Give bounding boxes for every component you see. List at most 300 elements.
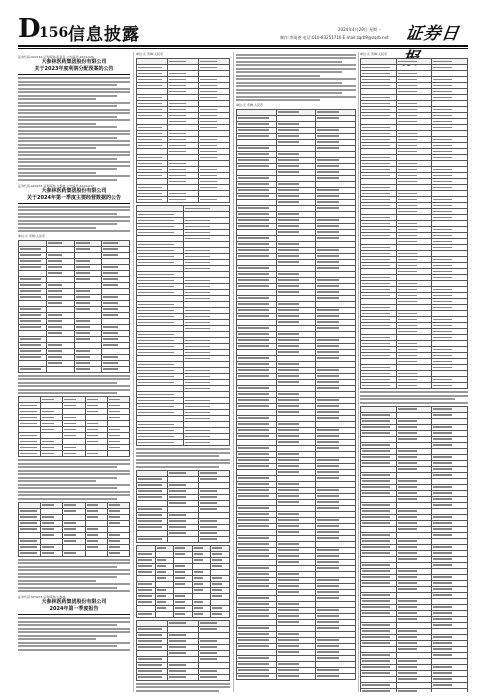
text-line <box>18 487 117 489</box>
cell-text <box>317 387 338 389</box>
cell-text <box>433 576 452 578</box>
cell-text <box>138 262 174 264</box>
cell-text <box>362 480 390 482</box>
text-line <box>18 389 130 391</box>
cell-text <box>317 285 338 287</box>
text-line <box>18 151 130 153</box>
cell-text <box>138 376 174 378</box>
cell-text <box>238 153 269 155</box>
text-line <box>18 617 130 619</box>
cell-text <box>200 157 217 159</box>
cell-text <box>398 642 417 644</box>
cell-text <box>362 103 390 105</box>
cell-text <box>362 175 390 177</box>
cell-text <box>212 583 222 585</box>
cell-text <box>278 345 299 347</box>
cell-text <box>317 417 338 419</box>
table-cell <box>199 674 230 680</box>
cell-text <box>200 151 217 153</box>
cell-text <box>278 579 299 581</box>
cell-text <box>317 669 338 671</box>
text-line <box>18 168 117 170</box>
cell-text <box>433 534 452 536</box>
cell-text <box>87 411 99 413</box>
cell-text <box>278 273 299 275</box>
cell-text <box>212 565 222 567</box>
text-line <box>360 391 468 393</box>
cell-text <box>398 528 417 530</box>
cell-text <box>433 67 452 69</box>
text-line <box>236 61 342 63</box>
cell-text <box>398 343 417 345</box>
cell-text <box>169 664 186 666</box>
cell-text <box>362 67 390 69</box>
article-code-line: 证券代码:603233 证券简称:大参林 <box>18 595 66 599</box>
cell-text <box>238 645 269 647</box>
cell-text <box>175 583 185 585</box>
cell-text <box>278 513 299 515</box>
cell-text <box>138 442 174 444</box>
cell-text <box>109 411 121 413</box>
cell-text <box>238 369 269 371</box>
cell-text <box>278 225 299 227</box>
cell-text <box>317 261 338 263</box>
cell-text <box>185 256 210 258</box>
cell-text <box>433 307 452 309</box>
cell-text <box>278 195 299 197</box>
table-cell <box>85 550 107 556</box>
cell-text <box>317 405 338 407</box>
cell-text <box>185 442 210 444</box>
cell-text <box>103 308 118 310</box>
table-cell <box>102 366 130 372</box>
cell-text <box>278 363 299 365</box>
cell-text <box>317 321 338 323</box>
text-line <box>18 144 130 146</box>
cell-text <box>398 606 417 608</box>
cell-text <box>398 145 417 147</box>
cell-text <box>20 314 41 316</box>
cell-text <box>200 109 217 111</box>
cell-text <box>48 242 63 244</box>
cell-text <box>398 420 417 422</box>
cell-text <box>87 528 99 530</box>
cell-text <box>362 600 390 602</box>
cell-text <box>238 465 269 467</box>
cell-text <box>362 385 390 387</box>
table-cell <box>361 383 397 389</box>
cell-text <box>185 370 210 372</box>
cell-text <box>362 295 390 297</box>
cell-text <box>398 115 417 117</box>
cell-text <box>362 522 390 524</box>
text-line <box>18 559 130 561</box>
text-line <box>236 64 356 66</box>
table-row <box>137 611 230 617</box>
article-rule <box>18 614 130 615</box>
cell-text <box>278 399 299 401</box>
cell-text <box>238 459 269 461</box>
cell-text <box>109 417 121 419</box>
table-cell <box>19 451 41 457</box>
cell-text <box>20 290 41 292</box>
cell-text <box>138 304 174 306</box>
table-grid <box>18 240 130 373</box>
table-cell <box>63 550 85 556</box>
cell-text <box>362 606 390 608</box>
cell-text <box>317 639 338 641</box>
cell-text <box>362 624 390 626</box>
text-line <box>18 631 130 633</box>
cell-text <box>169 133 186 135</box>
cell-text <box>76 260 91 262</box>
cell-text <box>200 658 217 660</box>
cell-text <box>20 417 37 419</box>
cell-text <box>278 519 299 521</box>
cell-text <box>433 235 452 237</box>
table-row <box>237 673 356 679</box>
table-grid <box>136 205 230 446</box>
cell-text <box>317 525 338 527</box>
cell-text <box>398 486 417 488</box>
cell-text <box>362 420 390 422</box>
cell-text <box>109 540 121 542</box>
cell-text <box>362 570 390 572</box>
cell-text <box>76 362 91 364</box>
cell-text <box>362 133 390 135</box>
cell-text <box>238 375 269 377</box>
cell-text <box>278 243 299 245</box>
cell-text <box>42 411 54 413</box>
cell-text <box>398 438 417 440</box>
table-cell <box>137 611 156 617</box>
cell-text <box>175 547 185 549</box>
cell-text <box>317 531 338 533</box>
cell-text <box>278 501 299 503</box>
cell-text <box>138 676 162 678</box>
table-grid <box>136 470 230 543</box>
cell-text <box>278 231 299 233</box>
cell-text <box>278 423 299 425</box>
cell-text <box>20 344 41 346</box>
cell-text <box>398 253 417 255</box>
cell-text <box>433 528 452 530</box>
cell-text <box>362 690 390 692</box>
cell-text <box>138 169 162 171</box>
cell-text <box>433 211 452 213</box>
cell-text <box>169 484 186 486</box>
article-code-line: 证券代码:603233 证券简称:大参林 公告编号:2024-037 <box>18 183 94 188</box>
cell-text <box>64 504 76 506</box>
data-table <box>360 58 468 389</box>
cell-text <box>317 351 338 353</box>
cell-text <box>169 139 186 141</box>
cell-text <box>169 472 186 474</box>
text-line <box>360 398 455 400</box>
cell-text <box>278 189 299 191</box>
cell-text <box>238 339 269 341</box>
cell-text <box>185 322 210 324</box>
cell-text <box>398 91 417 93</box>
cell-text <box>200 622 217 624</box>
cell-text <box>109 399 121 401</box>
cell-text <box>278 219 299 221</box>
cell-text <box>185 250 210 252</box>
cell-text <box>200 652 217 654</box>
article-header <box>18 595 130 615</box>
editor-contact: 制作:李琦尧 电话:010-83251716 E-mail:zqrb9@zqrb.net <box>280 35 389 40</box>
cell-text <box>398 690 417 692</box>
cell-text <box>398 61 417 63</box>
cell-text <box>87 441 99 443</box>
table-cell <box>211 611 230 617</box>
cell-text <box>238 567 269 569</box>
cell-text <box>398 229 417 231</box>
cell-text <box>169 514 186 516</box>
cell-text <box>278 315 299 317</box>
cell-text <box>20 368 41 370</box>
table-cell <box>41 451 63 457</box>
cell-text <box>238 159 269 161</box>
cell-text <box>362 444 390 446</box>
cell-text <box>157 559 167 561</box>
cell-text <box>433 331 452 333</box>
data-table <box>136 545 230 618</box>
cell-text <box>278 321 299 323</box>
text-line <box>18 230 130 232</box>
table-row <box>137 440 230 446</box>
article-body <box>18 459 130 500</box>
cell-text <box>194 583 204 585</box>
cell-text <box>398 319 417 321</box>
cell-text <box>169 634 186 636</box>
cell-text <box>200 646 217 648</box>
cell-text <box>169 490 186 492</box>
cell-text <box>200 67 217 69</box>
cell-text <box>48 344 63 346</box>
cell-text <box>169 532 186 534</box>
cell-text <box>238 405 269 407</box>
cell-text <box>20 254 41 256</box>
cell-text <box>362 325 390 327</box>
cell-text <box>20 552 37 554</box>
text-line <box>18 81 130 83</box>
cell-text <box>362 540 390 542</box>
cell-text <box>433 522 452 524</box>
cell-text <box>317 597 338 599</box>
cell-text <box>138 601 152 603</box>
text-line <box>236 57 356 59</box>
data-table <box>136 470 230 543</box>
cell-text <box>238 615 269 617</box>
cell-text <box>194 577 204 579</box>
cell-text <box>169 652 186 654</box>
cell-text <box>200 85 217 87</box>
cell-text <box>109 546 121 548</box>
cell-text <box>87 540 99 542</box>
cell-text <box>20 528 37 530</box>
cell-text <box>278 285 299 287</box>
cell-text <box>138 553 152 555</box>
table-row <box>19 451 130 457</box>
cell-text <box>398 265 417 267</box>
cell-text <box>398 379 417 381</box>
text-line <box>18 480 96 482</box>
cell-text <box>212 553 222 555</box>
cell-text <box>109 405 121 407</box>
cell-text <box>278 309 299 311</box>
cell-text <box>433 408 452 410</box>
cell-text <box>317 627 338 629</box>
text-line <box>136 466 219 468</box>
table-row <box>137 674 230 680</box>
text-line <box>18 378 130 380</box>
cell-text <box>398 588 417 590</box>
cell-text <box>87 435 99 437</box>
cell-text <box>48 302 63 304</box>
cell-text <box>138 565 152 567</box>
cell-text <box>433 672 452 674</box>
article-body <box>18 559 130 593</box>
cell-text <box>433 277 452 279</box>
cell-text <box>185 376 210 378</box>
cell-text <box>278 303 299 305</box>
cell-text <box>185 406 210 408</box>
article-rule <box>18 74 130 75</box>
cell-text <box>64 534 76 536</box>
cell-text <box>76 296 91 298</box>
cell-text <box>362 414 390 416</box>
cell-text <box>48 326 63 328</box>
text-line <box>18 165 130 167</box>
table-cell <box>137 197 168 203</box>
cell-text <box>433 648 452 650</box>
cell-text <box>362 456 390 458</box>
cell-text <box>185 220 210 222</box>
cell-text <box>317 381 338 383</box>
cell-text <box>433 337 452 339</box>
cell-text <box>212 577 222 579</box>
cell-text <box>238 189 269 191</box>
cell-text <box>433 247 452 249</box>
cell-text <box>42 516 54 518</box>
cell-text <box>169 199 186 201</box>
cell-text <box>398 558 417 560</box>
cell-text <box>185 232 210 234</box>
cell-text <box>169 676 186 678</box>
cell-text <box>20 284 41 286</box>
cell-text <box>317 111 338 113</box>
cell-text <box>362 564 390 566</box>
cell-text <box>200 91 217 93</box>
cell-text <box>398 618 417 620</box>
cell-text <box>278 555 299 557</box>
column-divider <box>133 52 134 692</box>
cell-text <box>48 266 63 268</box>
cell-text <box>362 265 390 267</box>
cell-text <box>109 510 121 512</box>
text-line <box>18 137 117 139</box>
cell-text <box>238 219 269 221</box>
table-cell <box>276 673 316 679</box>
cell-text <box>109 516 121 518</box>
cell-text <box>398 612 417 614</box>
table-grid <box>360 406 468 693</box>
text-line <box>236 78 356 80</box>
cell-text <box>398 295 417 297</box>
text-line <box>18 463 130 465</box>
cell-text <box>433 504 452 506</box>
cell-text <box>76 326 91 328</box>
text-line <box>18 105 117 107</box>
cell-text <box>64 447 76 449</box>
cell-text <box>87 399 99 401</box>
cell-text <box>278 249 299 251</box>
table-row <box>137 536 230 542</box>
cell-text <box>362 109 390 111</box>
cell-text <box>20 522 37 524</box>
cell-text <box>238 357 269 359</box>
cell-text <box>238 435 269 437</box>
table-cell <box>137 536 168 542</box>
cell-text <box>138 226 174 228</box>
article-body <box>18 77 130 181</box>
text-line <box>236 92 342 94</box>
cell-text <box>169 193 186 195</box>
cell-text <box>278 255 299 257</box>
data-table <box>360 406 468 693</box>
cell-text <box>238 537 269 539</box>
cell-text <box>138 67 162 69</box>
cell-text <box>138 658 162 660</box>
cell-text <box>317 291 338 293</box>
table-heading: 单位:元 币种:人民币 <box>18 233 45 238</box>
text-line <box>136 462 230 464</box>
cell-text <box>169 502 186 504</box>
cell-text <box>362 654 390 656</box>
cell-text <box>238 525 269 527</box>
cell-text <box>138 490 162 492</box>
cell-text <box>238 195 269 197</box>
cell-text <box>317 675 338 677</box>
cell-text <box>362 432 390 434</box>
cell-text <box>138 634 162 636</box>
article-title: 关于2023年度利润分配预案的公告 <box>34 66 114 72</box>
cell-text <box>138 115 162 117</box>
cell-text <box>278 489 299 491</box>
cell-text <box>169 145 186 147</box>
cell-text <box>238 657 269 659</box>
cell-text <box>138 382 174 384</box>
cell-text <box>138 346 174 348</box>
cell-text <box>362 247 390 249</box>
cell-text <box>169 73 186 75</box>
cell-text <box>138 526 162 528</box>
cell-text <box>138 559 152 561</box>
table-cell <box>432 383 468 389</box>
text-line <box>18 628 130 630</box>
cell-text <box>138 193 162 195</box>
cell-text <box>185 280 210 282</box>
cell-text <box>103 368 118 370</box>
newspaper-logo: 证券日报 <box>404 24 461 44</box>
cell-text <box>238 633 269 635</box>
cell-text <box>200 670 217 672</box>
cell-text <box>238 477 269 479</box>
cell-text <box>433 361 452 363</box>
cell-text <box>20 516 37 518</box>
cell-text <box>317 465 338 467</box>
